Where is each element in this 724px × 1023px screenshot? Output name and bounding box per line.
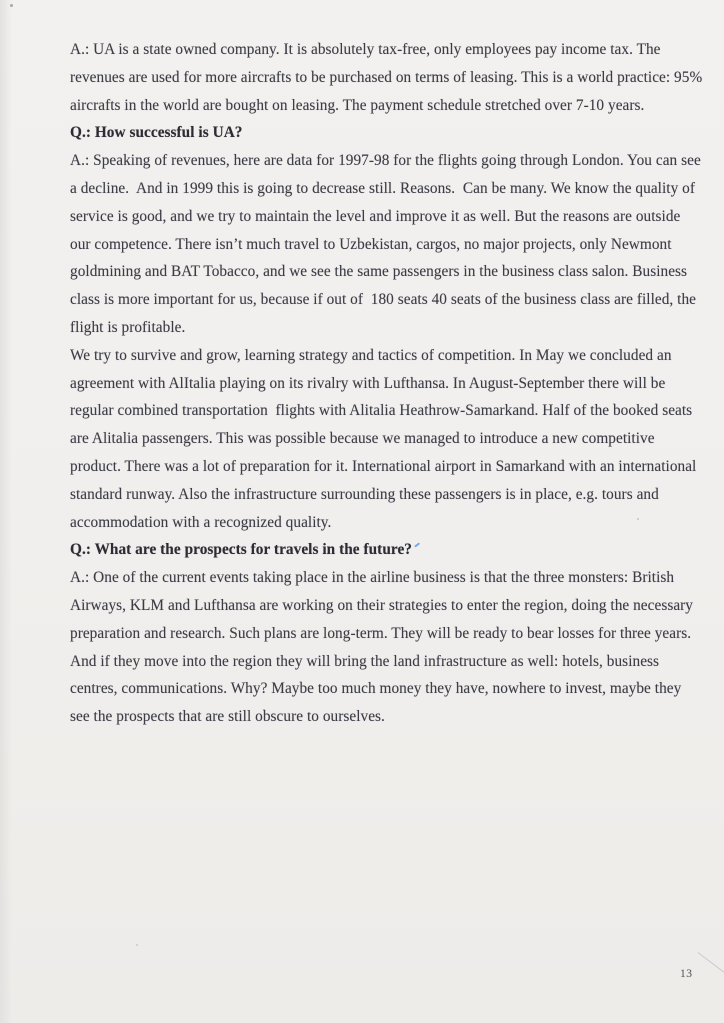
text-line: agreement with AlItalia playing on its rivalry with Lufthansa. In August-September there will be (70, 374, 666, 392)
question-line: Q.: How successful is UA? (70, 124, 243, 142)
text-line: standard runway. Also the infrastructure surrounding these passengers is in place, e.g. tours and (70, 485, 659, 503)
text-line: class is more important for us, because if out of 180 seats 40 seats of the business class are filled, the (70, 291, 696, 309)
text-line: flight is profitable. (70, 318, 186, 336)
text-line: are Alitalia passengers. This was possible because we managed to introduce a new competitive (70, 430, 655, 448)
text-line: preparation and research. Such plans are long-term. They will be ready to bear losses for three years. (70, 624, 692, 642)
page-number: 13 (680, 968, 693, 980)
page-text (70, 36, 702, 731)
scan-speck (10, 4, 13, 7)
scan-speck (637, 518, 639, 520)
text-line: our competence. There isn’t much travel to Uzbekistan, cargos, no major projects, only Newmont (70, 235, 672, 253)
text-line: service is good, and we try to maintain the level and improve it as well. But the reasons are outside (70, 207, 681, 225)
scan-speck (136, 944, 138, 946)
text-line: goldmining and BAT Tobacco, and we see the same passengers in the business class salon. Business (70, 263, 688, 281)
text-line: product. There was a lot of preparation for it. International airport in Samarkand with an international (70, 457, 697, 475)
text-line: regular combined transportation flights with Alitalia Heathrow-Samarkand. Half of the booked seats (70, 402, 693, 420)
text-line: a decline. And in 1999 this is going to decrease still. Reasons. Can be many. We know the quality of (70, 179, 695, 197)
text-line: aircrafts in the world are bought on leasing. The payment schedule stretched over 7-10 years. (70, 96, 645, 114)
text-line: And if they move into the region they will bring the land infrastructure as well: hotels, business (70, 652, 660, 670)
text-line: Airways, KLM and Lufthansa are working on their strategies to enter the region, doing the necessary (70, 596, 694, 614)
text-line: revenues are used for more aircrafts to be purchased on terms of leasing. This is a world practice: 95% (70, 68, 703, 86)
text-line: A.: One of the current events taking place in the airline business is that the three monsters: British (70, 569, 675, 587)
text-line: see the prospects that are still obscure to ourselves. (70, 708, 385, 726)
text-line: A.: Speaking of revenues, here are data for 1997-98 for the flights going through London. You can see (70, 152, 701, 170)
question-line: Q.: What are the prospects for travels in the future? (70, 536, 702, 564)
text-line: A.: UA is a state owned company. It is absolutely tax-free, only employees pay income tax. The (70, 41, 661, 58)
text-line: accommodation with a recognized quality. (70, 513, 332, 531)
blue-pen-mark (414, 542, 420, 547)
text-line: centres, communications. Why? Maybe too much money they have, nowhere to invest, maybe they (70, 680, 682, 698)
text-line: We try to survive and grow, learning strategy and tactics of competition. In May we concluded an (70, 346, 672, 364)
page-corner-crease (697, 952, 724, 980)
